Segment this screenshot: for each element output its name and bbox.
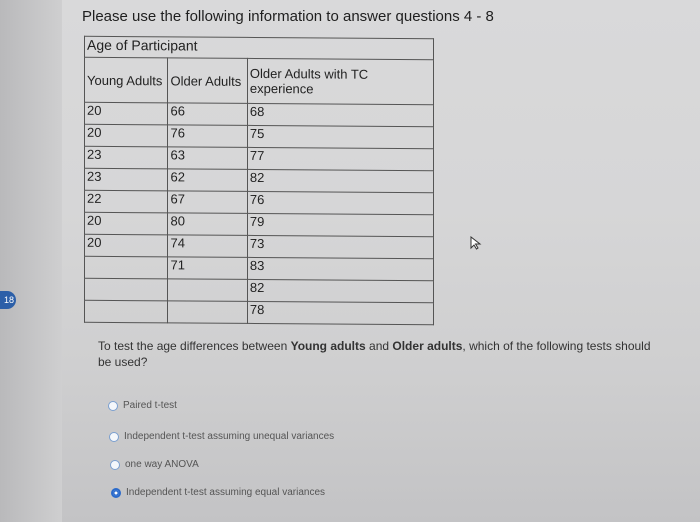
table-cell: 71 <box>168 257 247 280</box>
table-cell: 75 <box>247 125 433 148</box>
table-header-row <box>85 57 434 104</box>
table-cell: 82 <box>247 169 433 192</box>
table-cell <box>85 256 168 279</box>
question-bold-young: Young adults <box>290 339 366 353</box>
header-older-adults-tc: Older Adults with TC experience <box>247 58 433 104</box>
table-row <box>85 300 434 324</box>
table-row <box>85 234 434 258</box>
option-independent-unequal[interactable] <box>109 431 334 442</box>
table-cell: 73 <box>247 235 433 258</box>
table-cell: 76 <box>168 125 247 148</box>
table-cell <box>168 279 247 302</box>
data-table <box>84 36 434 325</box>
table-row <box>85 212 434 236</box>
mouse-cursor-icon <box>470 236 482 250</box>
option-independent-equal[interactable] <box>111 487 325 498</box>
table-cell: 23 <box>85 168 168 191</box>
table-cell: 20 <box>85 124 168 147</box>
table-cell <box>85 300 168 323</box>
table-row <box>85 190 434 214</box>
table-cell: 20 <box>85 102 168 125</box>
table-row <box>85 146 434 170</box>
option-label: Paired t-test <box>123 400 177 411</box>
table-cell: 23 <box>85 146 168 169</box>
table-cell: 79 <box>247 213 433 236</box>
radio-button[interactable] <box>108 401 118 411</box>
option-label: Independent t-test assuming unequal variances <box>124 431 335 442</box>
table-cell: 62 <box>168 169 247 192</box>
question-suffix: , which of the following tests should be used? <box>98 339 651 369</box>
radio-button-selected[interactable] <box>111 488 121 498</box>
question-prefix: To test the age differences between <box>98 339 291 353</box>
question-bold-older: Older adults <box>392 339 463 353</box>
table-cell: 20 <box>85 212 168 235</box>
table-cell <box>168 301 247 324</box>
table-cell: 22 <box>85 190 168 213</box>
option-label: one way ANOVA <box>125 459 199 470</box>
table-cell: 83 <box>247 257 433 280</box>
question-mid: and <box>365 339 393 353</box>
table-cell: 67 <box>168 191 247 214</box>
table-cell: 78 <box>247 301 433 324</box>
radio-button[interactable] <box>110 460 120 470</box>
table-cell: 76 <box>247 191 433 214</box>
table-caption: Age of Participant <box>85 36 434 59</box>
table-row <box>85 278 434 302</box>
table-caption-row <box>85 36 434 59</box>
left-shade <box>0 0 62 522</box>
question-number-badge: 18 <box>0 291 16 309</box>
page-title: Please use the following information to answer questions 4 - 8 <box>82 8 494 25</box>
table-row <box>85 168 434 192</box>
table-cell: 77 <box>247 147 433 170</box>
table-cell: 66 <box>168 103 247 126</box>
question-text <box>98 338 658 370</box>
table-body <box>85 102 434 324</box>
table-cell: 63 <box>168 147 247 170</box>
table-row <box>85 256 434 280</box>
table-cell: 80 <box>168 213 247 236</box>
header-young-adults: Young Adults <box>85 57 168 103</box>
option-paired-t-test[interactable] <box>108 400 177 411</box>
table-cell <box>85 278 168 301</box>
table-cell: 82 <box>247 279 433 302</box>
header-older-adults: Older Adults <box>168 58 247 104</box>
option-one-way-anova[interactable] <box>110 459 199 470</box>
table-row <box>85 102 434 126</box>
radio-button[interactable] <box>109 432 119 442</box>
option-label: Independent t-test assuming equal variances <box>126 487 326 498</box>
table-row <box>85 124 434 148</box>
table-cell: 68 <box>247 103 433 126</box>
table-cell: 20 <box>85 234 168 257</box>
table-cell: 74 <box>168 235 247 258</box>
